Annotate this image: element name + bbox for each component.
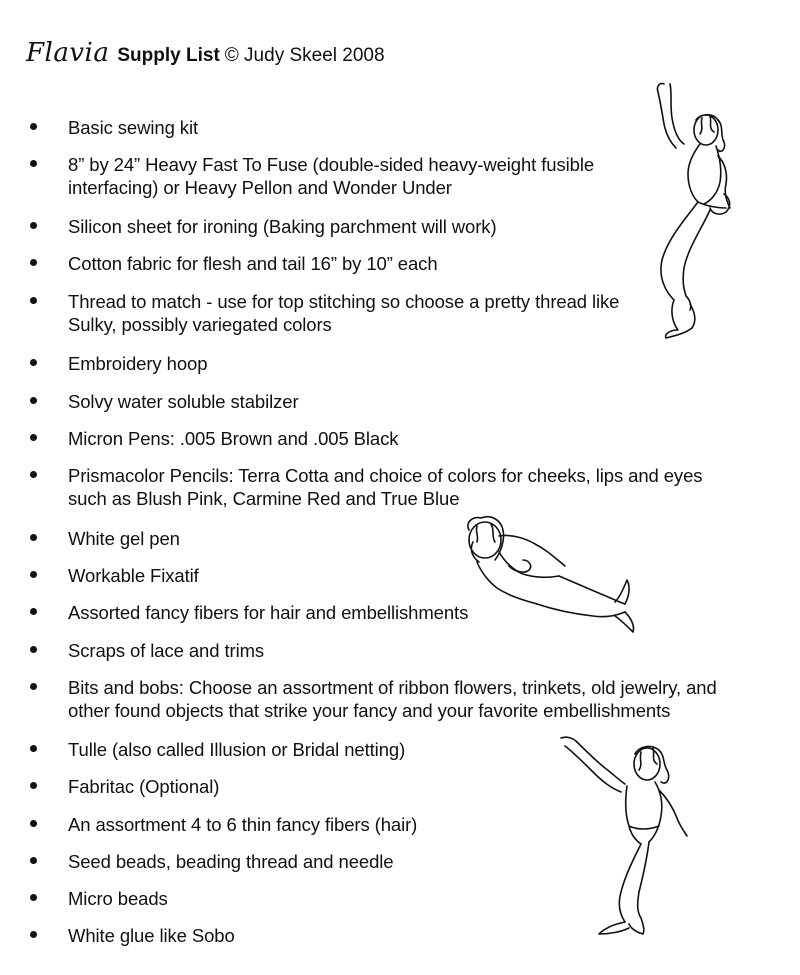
list-item-text: An assortment 4 to 6 thin fancy fibers (hair): [68, 814, 418, 835]
bullet-icon: [30, 931, 37, 938]
bullet-icon: [30, 608, 37, 615]
list-item-text: Micron Pens: .005 Brown and .005 Black: [68, 428, 399, 449]
list-item-text: Basic sewing kit: [68, 117, 199, 138]
bullet-icon: [30, 646, 37, 653]
list-item-text: Solvy water soluble stabilzer: [68, 391, 299, 412]
list-item-text: Bits and bobs: Choose an assortment of ribbon flowers, trinkets, old jewelry, and other found objects that strike your fancy and your favorite embellishments: [68, 677, 717, 721]
list-item-text: Fabritac (Optional): [68, 776, 220, 797]
mermaid-reaching-illustration: [555, 732, 695, 937]
bullet-icon: [30, 471, 37, 478]
list-item-text: White gel pen: [68, 528, 180, 549]
bullet-icon: [30, 434, 37, 441]
list-item-text: 8” by 24” Heavy Fast To Fuse (double-sided heavy-weight fusible interfacing) or Heavy Pellon and Wonder Under: [68, 154, 595, 198]
bullet-icon: [30, 259, 37, 266]
list-item-text: Embroidery hoop: [68, 353, 208, 374]
list-item-text: White glue like Sobo: [68, 925, 235, 946]
brand-name: Flavia: [26, 38, 110, 68]
list-item-text: Workable Fixatif: [68, 565, 199, 586]
bullet-icon: [30, 160, 37, 167]
mermaid-raised-arm-illustration: [640, 78, 740, 340]
bullet-icon: [30, 297, 37, 304]
bullet-icon: [30, 534, 37, 541]
copyright-notice: © Judy Skeel 2008: [224, 45, 385, 66]
list-item-text: Tulle (also called Illusion or Bridal netting): [68, 739, 406, 760]
list-item-text: Prismacolor Pencils: Terra Cotta and choice of colors for cheeks, lips and eyes such as Blush Pink, Carmine Red and True Blue: [68, 465, 703, 509]
list-item-text: Thread to match - use for top stitching so choose a pretty thread like Sulky, possibly variegated colors: [68, 291, 620, 335]
bullet-icon: [30, 123, 37, 130]
page-header: [26, 38, 385, 68]
bullet-icon: [30, 683, 37, 690]
list-item-text: Assorted fancy fibers for hair and embellishments: [68, 602, 469, 623]
list-item-text: Cotton fabric for flesh and tail 16” by 10” each: [68, 253, 438, 274]
list-item-text: Micro beads: [68, 888, 168, 909]
bullet-icon: [30, 571, 37, 578]
list-item-text: Silicon sheet for ironing (Baking parchment will work): [68, 216, 497, 237]
bullet-icon: [30, 782, 37, 789]
bullet-icon: [30, 397, 37, 404]
bullet-icon: [30, 745, 37, 752]
list-item-text: Scraps of lace and trims: [68, 640, 265, 661]
page-title: Supply List: [117, 45, 220, 66]
bullet-icon: [30, 222, 37, 229]
bullet-icon: [30, 820, 37, 827]
bullet-icon: [30, 894, 37, 901]
bullet-icon: [30, 857, 37, 864]
bullet-icon: [30, 359, 37, 366]
list-item-text: Seed beads, beading thread and needle: [68, 851, 394, 872]
mermaid-swimming-illustration: [455, 512, 640, 637]
